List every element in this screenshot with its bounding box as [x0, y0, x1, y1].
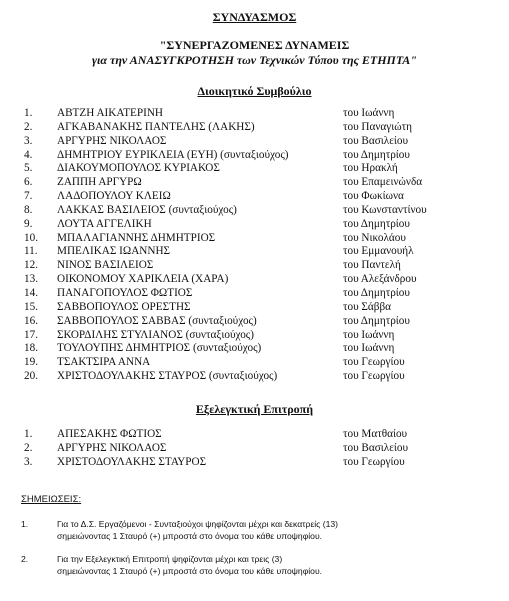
candidate-name: ΑΠΕΣΑΚΗΣ ΦΩΤΙΟΣ — [57, 428, 162, 440]
candidate-row — [0, 428, 509, 442]
candidate-row — [0, 232, 509, 246]
note-line: Για το Δ.Σ. Εργαζόμενοι - Συνταξιούχοι ψηφίζονται μέχρι και δεκατρείς (13) — [57, 519, 338, 529]
candidate-name: ΔΙΑΚΟΥΜΟΠΟΥΛΟΣ ΚΥΡΙΑΚΟΣ — [57, 162, 220, 175]
candidate-row — [0, 370, 509, 384]
note-number: 2. — [21, 554, 29, 564]
candidate-row — [0, 287, 509, 301]
candidate-name: ΑΡΓΥΡΗΣ ΝΙΚΟΛΑΟΣ — [57, 134, 167, 147]
candidate-father-name: του Γεωργίου — [343, 370, 405, 383]
candidate-name: ΟΙΚΟΝΟΜΟΥ ΧΑΡΙΚΛΕΙΑ (ΧΑΡΑ) — [57, 273, 229, 286]
candidate-row — [0, 245, 509, 259]
candidate-row — [0, 456, 509, 470]
candidate-row — [0, 259, 509, 273]
candidate-number: 12. — [24, 259, 38, 272]
candidate-father-name: του Βασιλείου — [343, 441, 409, 454]
audit-member-list — [0, 428, 509, 470]
notes-heading: ΣΗΜΕΙΩΣΕΙΣ: — [21, 494, 82, 505]
candidate-father-name: του Βασιλείου — [343, 134, 409, 147]
note-line: σημειώνοντας 1 Σταυρό (+) μπροστά στο όνομα του κάθε υποψηφίου. — [57, 530, 323, 541]
candidate-row — [0, 176, 509, 190]
candidate-father-name: του Γεωργίου — [343, 356, 405, 369]
candidate-number: 7. — [24, 190, 33, 203]
note-text — [57, 554, 497, 577]
candidate-number: 4. — [24, 148, 33, 161]
candidate-number: 6. — [24, 176, 33, 189]
candidate-father-name: του Γεωργίου — [343, 455, 405, 468]
candidate-row — [0, 342, 509, 356]
candidate-row — [0, 204, 509, 218]
candidate-father-name: του Δημητρίου — [343, 148, 410, 161]
note-text — [57, 519, 497, 542]
candidate-name: ΧΡΙΣΤΟΔΟΥΛΑΚΗΣ ΣΤΑΥΡΟΣ — [57, 455, 207, 468]
candidate-father-name: του Ματθαίου — [343, 428, 408, 440]
candidate-father-name: του Ιωάννη — [343, 342, 395, 355]
candidate-father-name: του Ιωάννη — [343, 328, 395, 341]
candidate-father-name: του Παναγιώτη — [343, 120, 412, 133]
candidate-father-name: του Εμμανουήλ — [343, 245, 414, 258]
candidate-number: 2. — [24, 441, 33, 454]
candidate-row — [0, 329, 509, 343]
audit-heading: Εξελεγκτική Επιτροπή — [195, 402, 314, 416]
candidate-number: 2. — [24, 120, 33, 133]
coalition-name: "ΣΥΝΕΡΓΑΖΟΜΕΝΕΣ ΔΥΝΑΜΕΙΣ — [159, 38, 350, 52]
candidate-number: 18. — [24, 342, 38, 355]
candidate-name: ΖΑΠΠΗ ΑΡΓΥΡΩ — [57, 176, 142, 189]
candidate-name: ΝΙΝΟΣ ΒΑΣΙΛΕΙΟΣ — [57, 259, 154, 272]
board-heading: Διοικητικό Συμβούλιο — [197, 84, 312, 98]
candidate-number: 9. — [24, 217, 33, 230]
candidate-name: ΣΑΒΒΟΠΟΥΛΟΣ ΟΡΕΣΤΗΣ — [57, 300, 191, 313]
candidate-name: ΛΑΚΚΑΣ ΒΑΣΙΛΕΙΟΣ (συνταξιούχος) — [57, 203, 237, 216]
candidate-name: ΤΣΑΚΤΣΙΡΑ ΑΝΝΑ — [57, 356, 151, 369]
candidate-name: ΛΑΔΟΠΟΥΛΟΥ ΚΛΕΙΩ — [57, 190, 171, 203]
candidate-row — [0, 442, 509, 456]
candidate-number: 8. — [24, 203, 33, 216]
candidate-number: 15. — [24, 300, 38, 313]
note-line: σημειώνοντας 1 Σταυρό (+) μπροστά στο όνομα του κάθε υποψηφίου. — [57, 565, 323, 576]
candidate-name: ΜΠΑΛΑΓΙΑΝΝΗΣ ΔΗΜΗΤΡΙΟΣ — [57, 231, 216, 244]
candidate-father-name: του Αλεξάνδρου — [343, 273, 417, 286]
candidate-row — [0, 273, 509, 287]
candidate-number: 1. — [24, 428, 33, 440]
candidate-father-name: του Δημητρίου — [343, 286, 410, 299]
candidate-number: 1. — [24, 107, 33, 119]
candidate-father-name: του Νικολάου — [343, 231, 406, 244]
candidate-name: ΣΚΟΡΔΙΛΗΣ ΣΤΥΛΙΑΝΟΣ (συνταξιούχος) — [57, 328, 254, 341]
candidate-row — [0, 121, 509, 135]
candidate-number: 13. — [24, 273, 38, 286]
candidate-row — [0, 190, 509, 204]
candidate-father-name: του Δημητρίου — [343, 217, 410, 230]
candidate-name: ΣΑΒΒΟΠΟΥΛΟΣ ΣΑΒΒΑΣ (συνταξιούχος) — [57, 314, 257, 327]
candidate-father-name: του Σάββα — [343, 300, 392, 313]
candidate-row — [0, 301, 509, 315]
candidate-row — [0, 135, 509, 149]
note-number: 1. — [21, 519, 29, 529]
candidate-name: ΠΑΝΑΓΟΠΟΥΛΟΣ ΦΩΤΙΟΣ — [57, 286, 193, 299]
candidate-name: ΜΠΕΛΙΚΑΣ ΙΩΑΝΝΗΣ — [57, 245, 171, 258]
candidate-number: 11. — [24, 245, 38, 258]
candidate-number: 19. — [24, 356, 38, 369]
candidate-father-name: του Κωνσταντίνου — [343, 203, 427, 216]
candidate-name: ΑΒΤΖΗ ΑΙΚΑΤΕΡΙΝΗ — [57, 107, 163, 119]
candidate-father-name: του Φωκίωνα — [343, 190, 404, 203]
candidate-father-name: του Δημητρίου — [343, 314, 410, 327]
candidate-number: 16. — [24, 314, 38, 327]
candidate-name: ΑΡΓΥΡΗΣ ΝΙΚΟΛΑΟΣ — [57, 441, 167, 454]
candidate-row — [0, 356, 509, 370]
candidate-father-name: του Επαμεινώνδα — [343, 176, 423, 189]
candidate-name: ΔΗΜΗΤΡΙΟΥ ΕΥΡΙΚΛΕΙΑ (ΕΥΗ) (συνταξιούχος) — [57, 148, 289, 161]
candidate-number: 17. — [24, 328, 38, 341]
candidate-row — [0, 107, 509, 121]
candidate-name: ΑΓΚΑΒΑΝΑΚΗΣ ΠΑΝΤΕΛΗΣ (ΛΑΚΗΣ) — [57, 120, 255, 133]
candidate-name: ΤΟΥΛΟΥΠΗΣ ΔΗΜΗΤΡΙΟΣ (συνταξιούχος) — [57, 342, 262, 355]
coalition-subtitle: για την ΑΝΑΣΥΓΚΡΟΤΗΣΗ των Τεχνικών Τύπου της ΕΤΗΠΤΑ" — [92, 53, 417, 67]
board-member-list — [0, 107, 509, 384]
candidate-row — [0, 149, 509, 163]
candidate-father-name: του Ιωάννη — [343, 107, 395, 119]
candidate-row — [0, 315, 509, 329]
note-line: Για την Εξελεγκτική Επιτροπή ψηφίζονται μέχρι και τρεις (3) — [57, 554, 283, 564]
candidate-number: 10. — [24, 231, 38, 244]
candidate-father-name: του Παντελή — [343, 259, 401, 272]
candidate-number: 5. — [24, 162, 33, 175]
document-title: ΣΥΝΔΥΑΣΜΟΣ — [212, 10, 297, 24]
candidate-row — [0, 162, 509, 176]
candidate-number: 20. — [24, 370, 38, 383]
candidate-number: 14. — [24, 286, 38, 299]
candidate-number: 3. — [24, 134, 33, 147]
candidate-father-name: του Ηρακλή — [343, 162, 398, 175]
candidate-name: ΛΟΥΤΑ ΑΓΓΕΛΙΚΗ — [57, 217, 152, 230]
candidate-name: ΧΡΙΣΤΟΔΟΥΛΑΚΗΣ ΣΤΑΥΡΟΣ (συνταξιούχος) — [57, 370, 278, 383]
candidate-row — [0, 218, 509, 232]
candidate-number: 3. — [24, 455, 33, 468]
